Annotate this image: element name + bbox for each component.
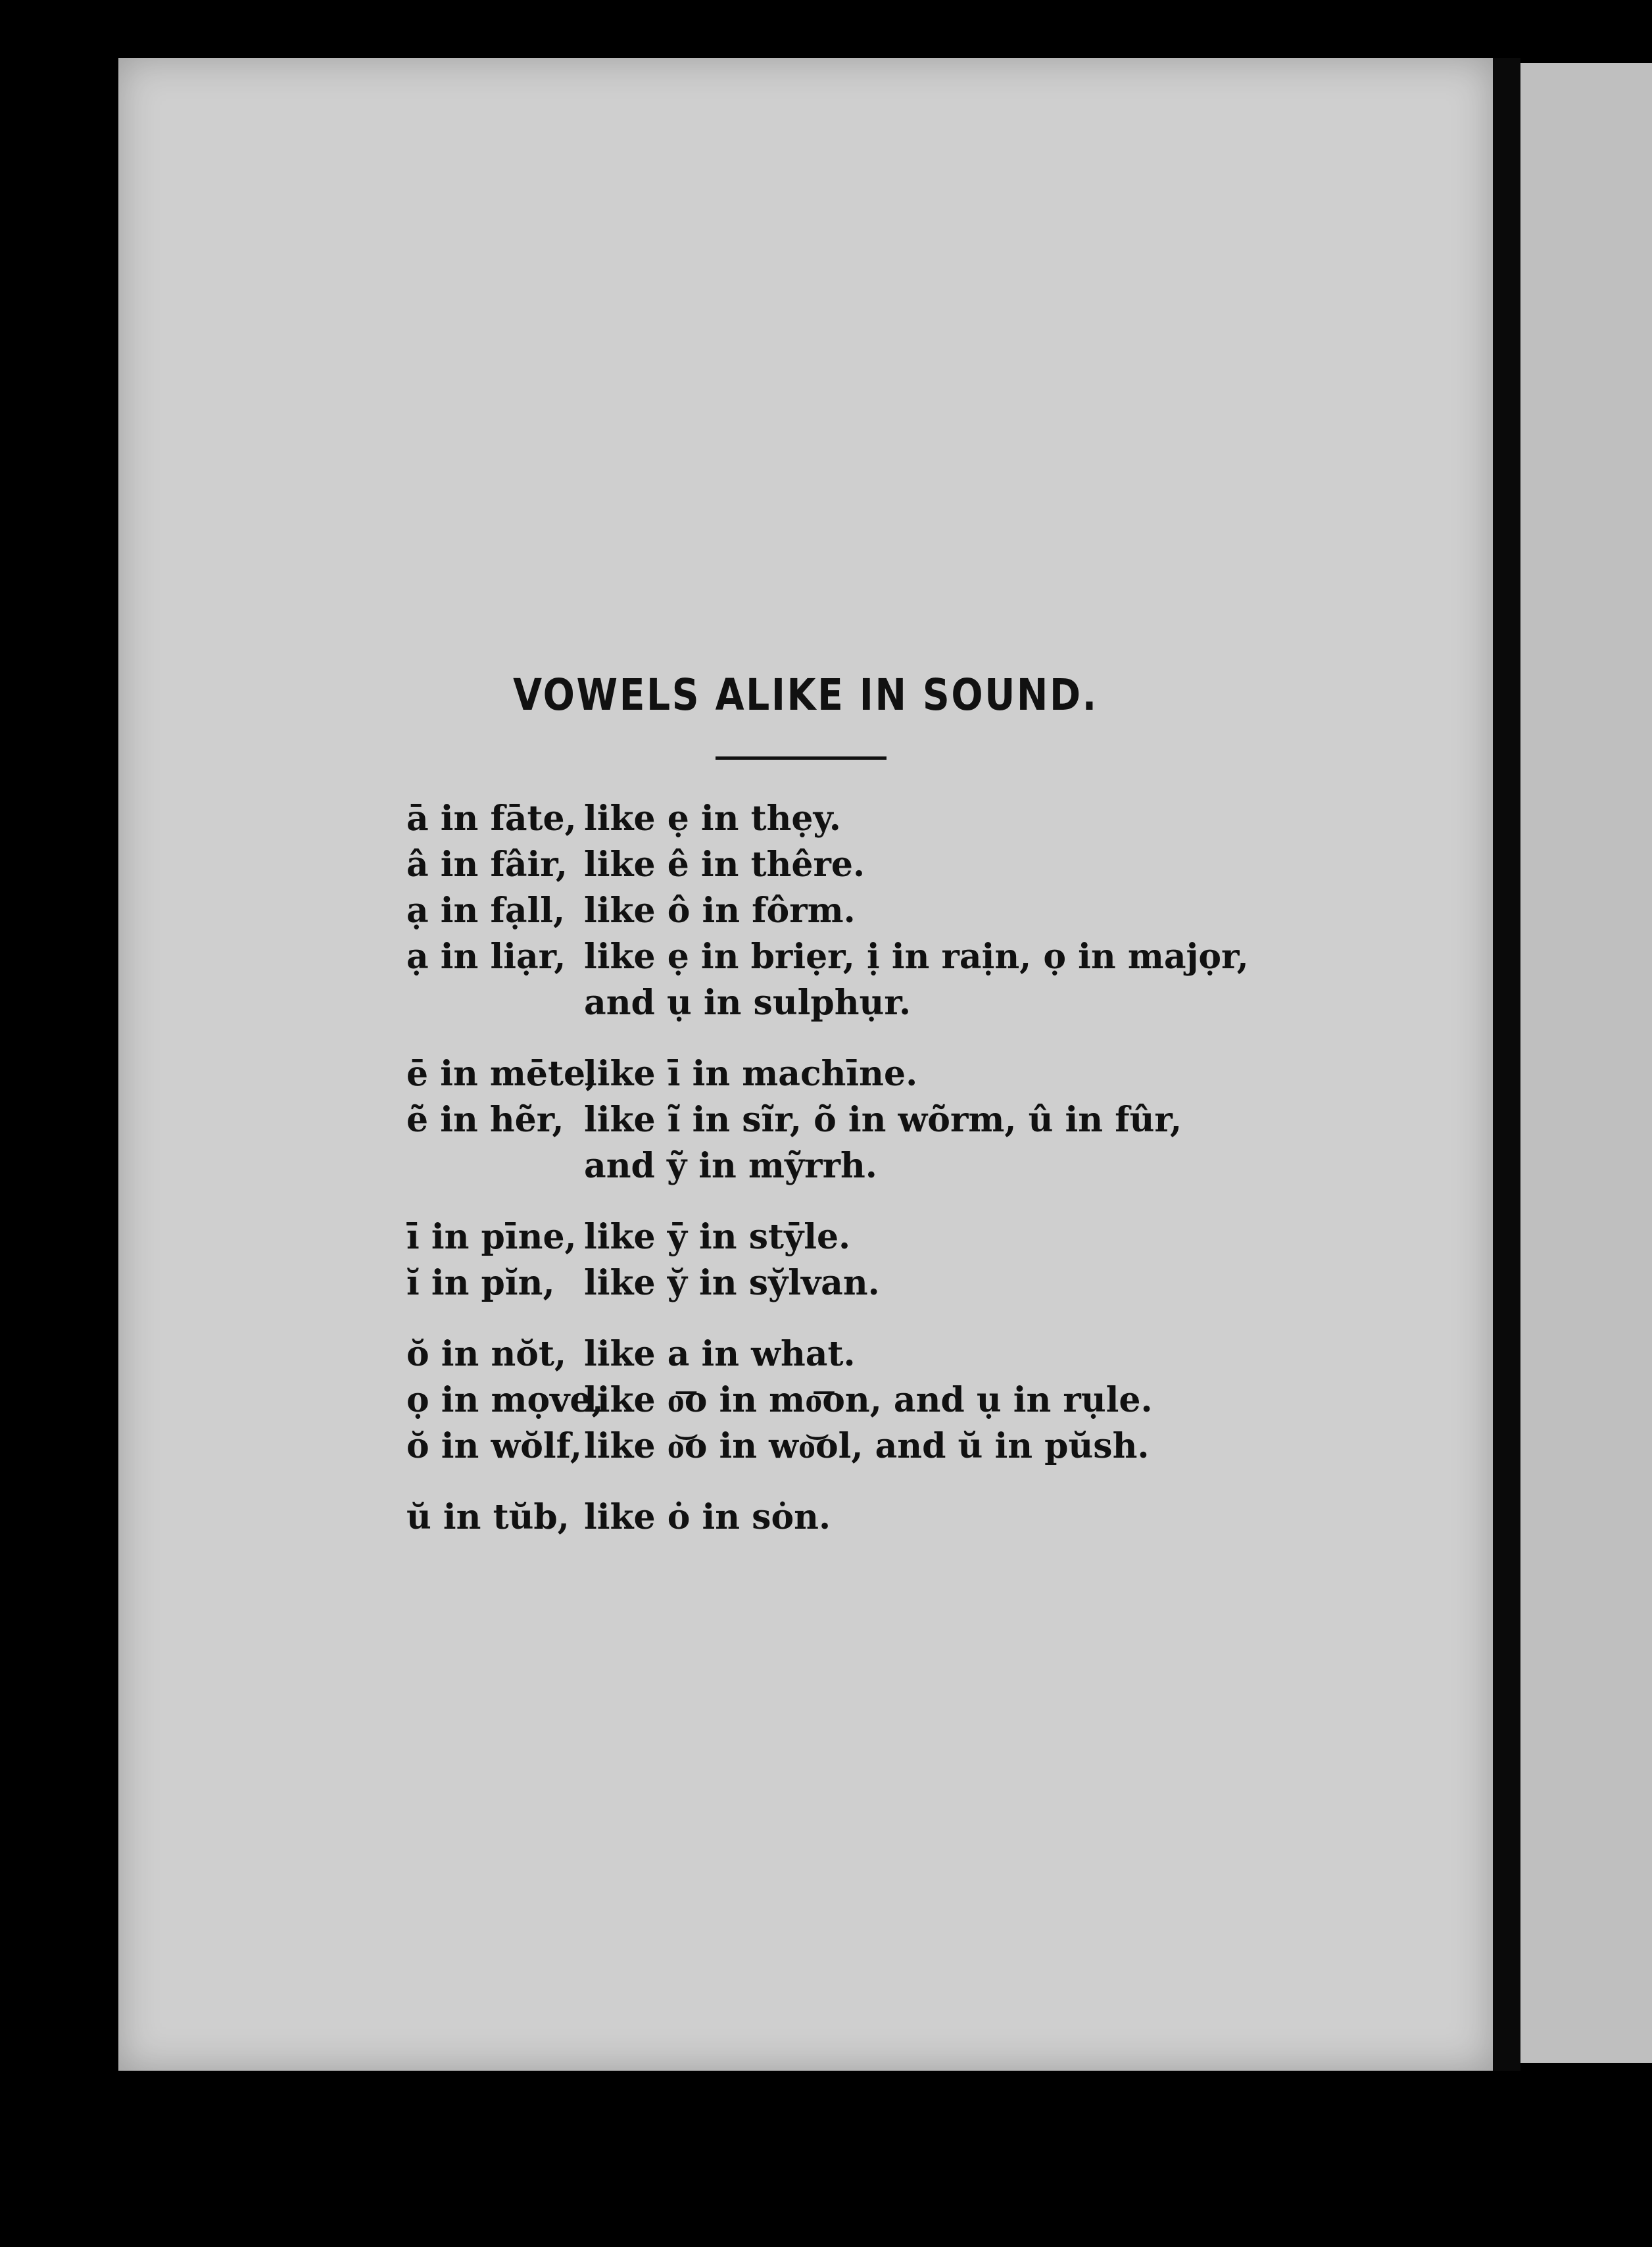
vowel-row (406, 1097, 1393, 1143)
vowel-example: ạ in fạll, (406, 891, 566, 931)
vowel-example: ĭ in pĭn, (406, 1263, 555, 1303)
vowel-row (406, 1494, 1393, 1541)
vowel-equivalent: like ī in machīne. (584, 1054, 918, 1094)
vowel-example: ā in fāte, (406, 799, 577, 839)
vowel-equivalent: like ȯ in sȯn. (584, 1497, 831, 1537)
vowel-equivalent: like y̆ in sy̆lvan. (584, 1263, 880, 1303)
vowel-example (406, 1143, 584, 1189)
vowel-row (406, 888, 1393, 934)
vowel-example: ŭ in tŭb, (406, 1497, 570, 1537)
vowel-example: ŏ in wŏlf, (406, 1426, 582, 1466)
vowel-equivalent: like ê in thêre. (584, 845, 865, 885)
vowel-equivalent: like ẹ in thẹy. (584, 799, 841, 839)
vowel-example: ẽ in hẽr, (406, 1100, 564, 1140)
vowel-equivalent: and ỹ in mỹrrh. (584, 1146, 877, 1186)
vowel-equivalent: like ẹ in briẹr, ị in raịn, ọ in majọr, (584, 937, 1249, 977)
vowel-equivalent: and ụ in sulphụr. (584, 983, 911, 1023)
vowel-row (406, 980, 1393, 1026)
vowel-row (406, 1377, 1393, 1423)
vowel-table (406, 796, 1393, 1541)
vowel-row (406, 1331, 1393, 1377)
vowel-equivalent: like a in what. (584, 1334, 856, 1374)
vowel-row (406, 796, 1393, 842)
vowel-row (406, 1423, 1393, 1469)
vowel-row (406, 1260, 1393, 1306)
vowel-equivalent: like o͝o in wo͝ol, and ŭ in pŭsh. (584, 1426, 1150, 1466)
vowel-row (406, 934, 1393, 980)
vowel-example: ọ in mọve, (406, 1380, 604, 1420)
vowel-row (406, 1051, 1393, 1097)
book-spine (1493, 58, 1520, 2071)
vowel-row (406, 1214, 1393, 1260)
vowel-row (406, 842, 1393, 888)
vowel-equivalent: like ȳ in stȳle. (584, 1217, 851, 1257)
vowel-example: ŏ in nŏt, (406, 1334, 567, 1374)
vowel-example: ē in mēte, (406, 1054, 598, 1094)
page-title: VOWELS ALIKE IN SOUND. (513, 670, 1098, 720)
vowel-row (406, 1143, 1393, 1189)
vowel-equivalent: like ô in fôrm. (584, 891, 856, 931)
facing-page-edge (1520, 63, 1652, 2063)
vowel-example: ạ in liạr, (406, 937, 566, 977)
title-rule (716, 756, 887, 760)
vowel-example: â in fâir, (406, 845, 568, 885)
vowel-equivalent: like ĩ in sĩr, õ in wõrm, û in fûr, (584, 1100, 1182, 1140)
vowel-example: ī in pīne, (406, 1217, 577, 1257)
vowel-example (406, 980, 584, 1026)
vowel-equivalent: like o͞o in mo͞on, and ụ in rụle. (584, 1380, 1153, 1420)
